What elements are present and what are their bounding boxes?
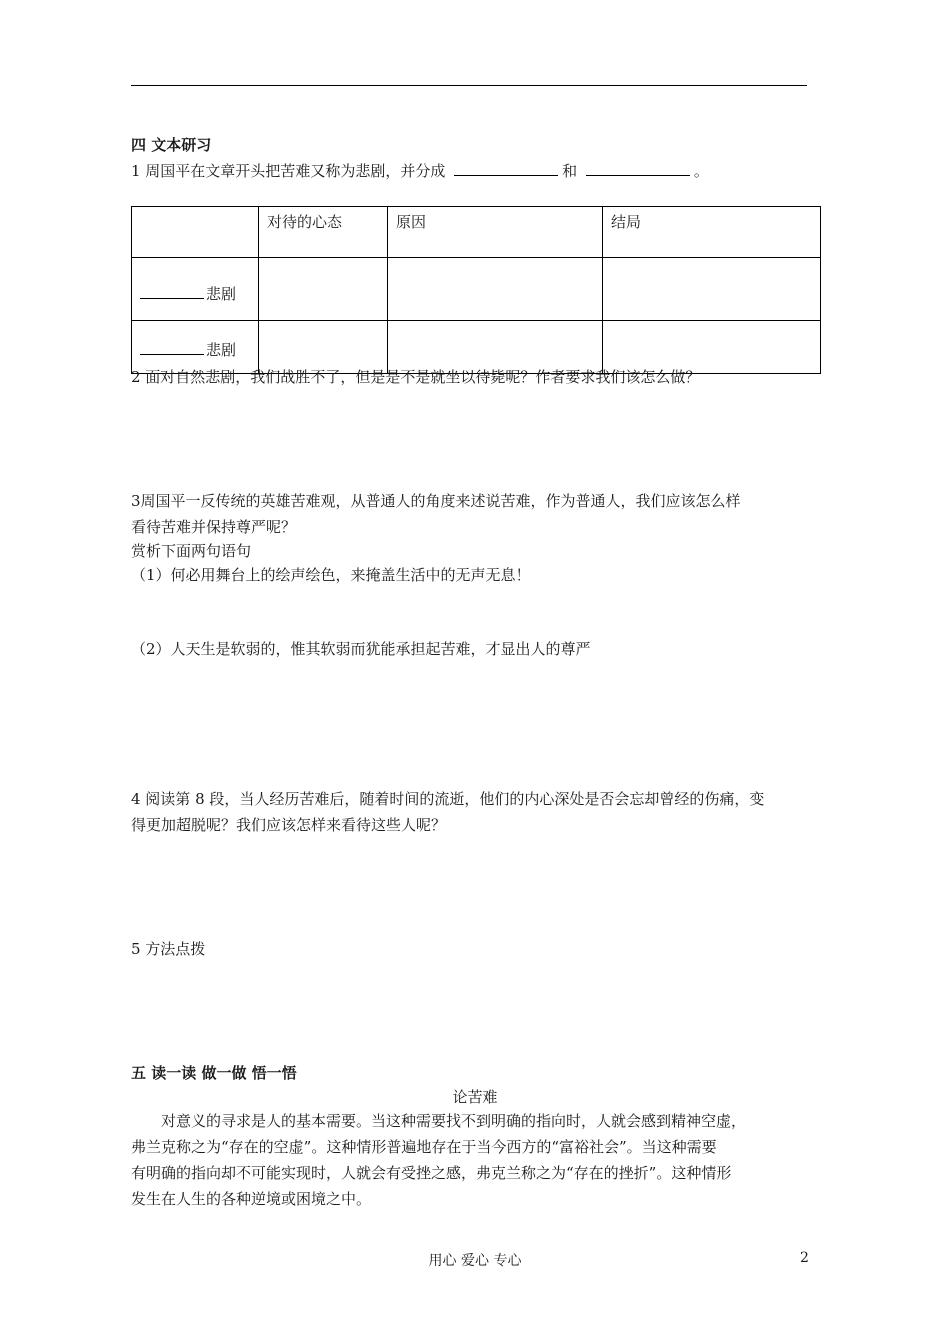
row-suffix: 悲剧 xyxy=(206,340,237,359)
question-4-line-1: 4 阅读第 8 段，当人经历苦难后，随着时间的流逝，他们的内心深处是否会忘却曾经的伤痛，变 xyxy=(131,790,765,808)
row-blank[interactable] xyxy=(140,284,204,299)
section-5-heading: 五 读一读 做一做 悟一悟 xyxy=(131,1064,297,1082)
table-header-outcome: 结局 xyxy=(603,207,821,258)
question-5: 5 方法点拨 xyxy=(131,940,206,958)
article-line-1: 对意义的寻求是人的基本需要。当这种需要找不到明确的指向时，人就会感到精神空虚， xyxy=(161,1112,747,1130)
tragedy-table xyxy=(131,206,821,374)
section-4-heading: 四 文本研习 xyxy=(131,136,212,154)
table-cell[interactable] xyxy=(603,258,821,321)
footer-motto: 用心 爱心 专心 xyxy=(428,1253,522,1269)
article-line-3: 有明确的指向却不可能实现时，人就会有受挫之感，弗克兰称之为“存在的挫折”。这种情形 xyxy=(131,1164,732,1182)
row-blank[interactable] xyxy=(140,340,204,355)
table-row xyxy=(132,258,821,321)
table-cell[interactable] xyxy=(388,258,603,321)
page-number: 2 xyxy=(800,1250,809,1266)
article-title: 论苦难 xyxy=(452,1088,498,1106)
fill-blank-2[interactable] xyxy=(586,161,690,176)
table-header-reason: 原因 xyxy=(388,207,603,258)
question-3-line-2: 看待苦难并保持尊严呢？ xyxy=(131,518,297,536)
header-rule xyxy=(131,85,807,86)
appreciate-instruction: 赏析下面两句语句 xyxy=(131,542,252,560)
table-cell[interactable] xyxy=(259,258,388,321)
fill-blank-1[interactable] xyxy=(454,161,558,176)
article-line-2: 弗兰克称之为“存在的空虚”。这种情形普遍地存在于当今西方的“富裕社会”。当这种需要 xyxy=(131,1138,717,1156)
question-1-text: 1 周国平在文章开头把苦难又称为悲剧，并分成 xyxy=(131,162,446,180)
sentence-1: （1）何必用舞台上的绘声绘色，来掩盖生活中的无声无息！ xyxy=(131,566,531,584)
table-header-attitude: 对待的心态 xyxy=(259,207,388,258)
question-1 xyxy=(131,160,709,181)
article-line-4: 发生在人生的各种逆境或困境之中。 xyxy=(131,1190,372,1208)
sentence-2: （2）人天生是软弱的，惟其软弱而犹能承担起苦难，才显出人的尊严 xyxy=(131,640,591,658)
question-3-line-1: 3周国平一反传统的英雄苦难观，从普通人的角度来述说苦难，作为普通人，我们应该怎么样 xyxy=(131,492,741,510)
row-suffix: 悲剧 xyxy=(206,284,237,303)
table-header-row xyxy=(132,207,821,258)
question-2: 2 面对自然悲剧，我们战胜不了，但是是不是就坐以待毙呢？作者要求我们该怎么做？ xyxy=(131,368,701,386)
question-1-and: 和 xyxy=(562,162,578,180)
table-header-cell xyxy=(132,207,259,258)
question-4-line-2: 得更加超脱呢？我们应该怎样来看待这些人呢？ xyxy=(131,816,447,834)
table-row-label xyxy=(132,258,259,321)
question-1-end: 。 xyxy=(693,162,709,180)
